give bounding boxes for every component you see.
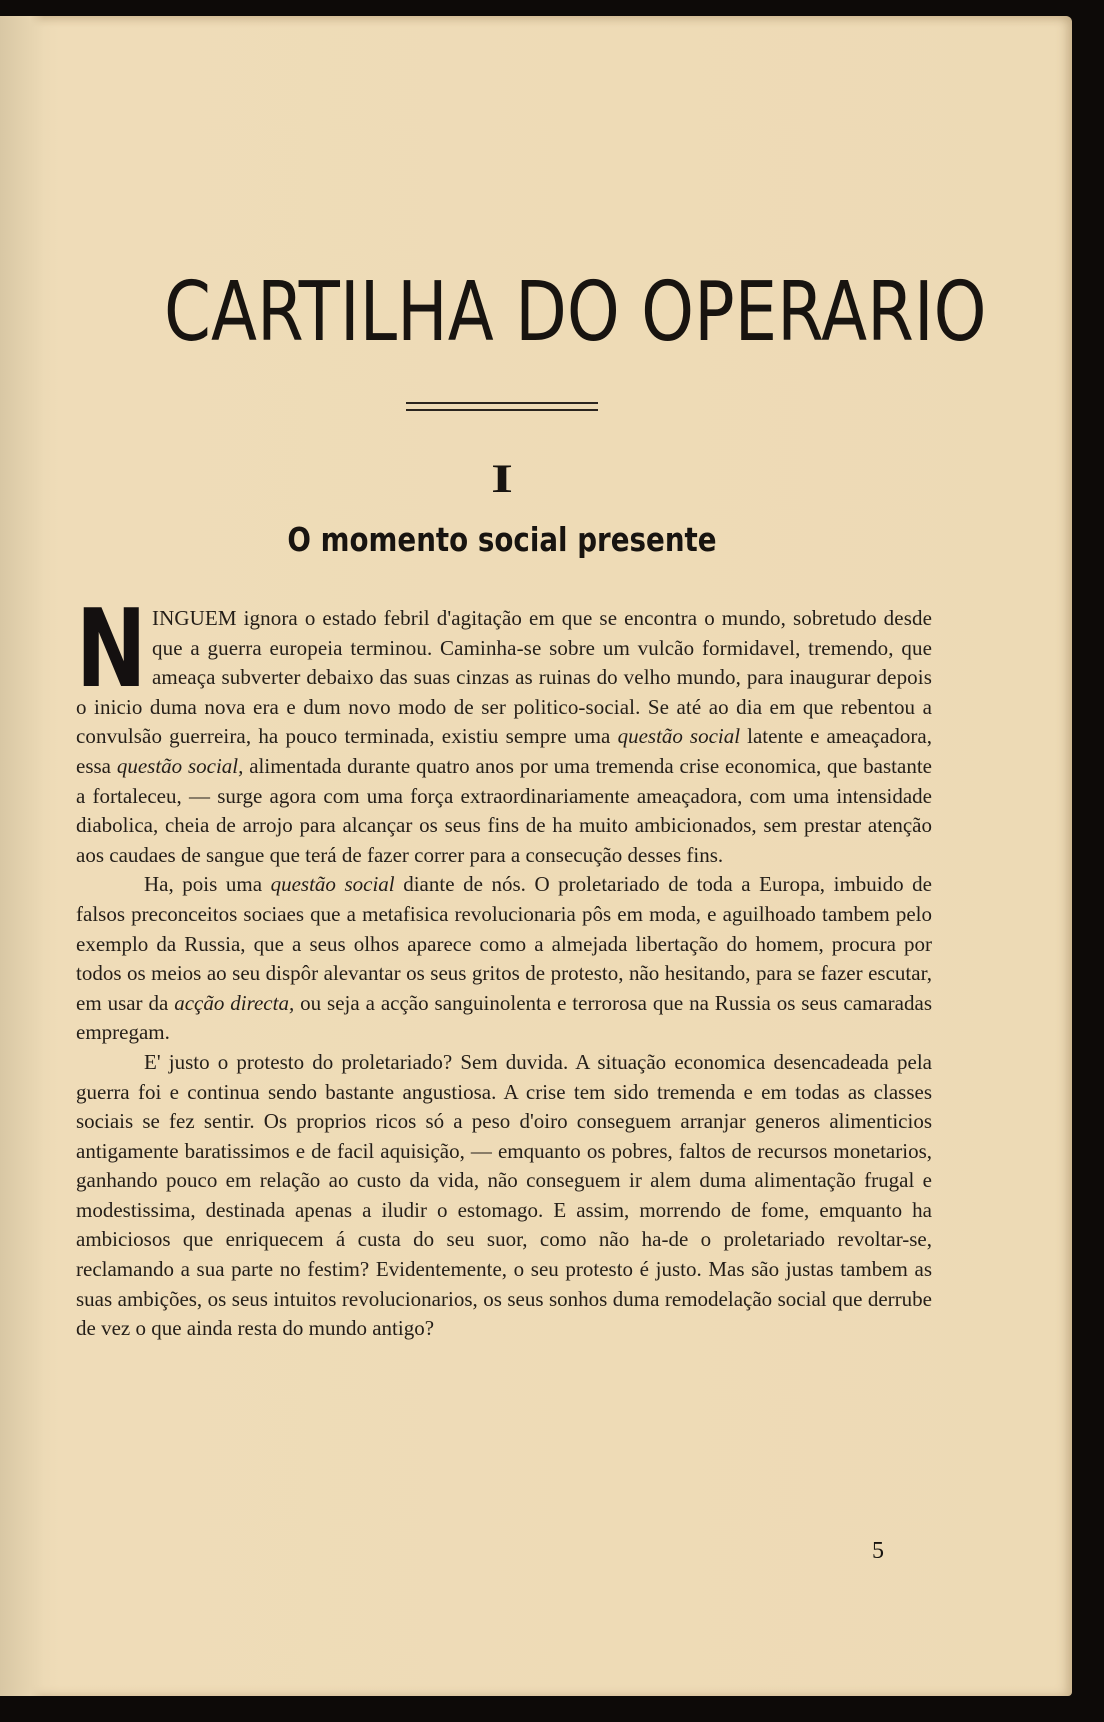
paragraph-3: E' justo o protesto do proletariado? Sem duvida. A situação economica desencadeada pela guerra foi e continua sendo bastante angustiosa. A crise tem sido tremenda e em todas as classes sociais se fez sentir. Os proprios ricos só a peso d'oiro conseguem arranjar generos alimenticios antigamente baratissimos e de facil aquisição, — emquanto os pobres, faltos de recursos monetarios, ganhando pouco em relação ao custo da vida, não conseguem ir alem duma alimentação frugal e modestissima, destinada apenas a iludir o estomago. E assim, morrendo de fome, emquanto ha ambiciosos que enriquecem á custa do seu suor, como não ha-de o proletariado revoltar-se, reclamando a sua parte no festim? Evidentemente, o seu protesto é justo. Mas são justas tambem as suas ambições, os seus intuitos revolucionarios, os seus sonhos duma remodelação social que derrube de vez o que ainda resta do mundo antigo? xyxy=(76,1049,932,1341)
page-title: CARTILHA DO OPERARIO xyxy=(164,265,987,360)
chapter-title: O momento social presente xyxy=(287,520,717,559)
drop-cap: N xyxy=(76,587,147,712)
paragraph-2: Ha, pois uma questão social diante de nós. O proletariado de toda a Europa, imbuido de falsos preconceitos sociaes que a metafisica revolucionaria pôs em moda, e aguilhoado tambem pelo exemplo da Russia, que a seus olhos aparece como a almejada libertação do homem, procura por todos os meios ao seu dispôr alevantar os seus gritos de protesto, não hesitando, para se fazer escutar, em usar da acção directa, ou seja a acção sanguinolenta e terrorosa que na Russia os seus camaradas empregam. xyxy=(76,872,933,1045)
body-text xyxy=(76,587,933,1344)
paragraph-1: NINGUEM ignora o estado febril d'agitação em que se encontra o mundo, sobretudo desde que a guerra europeia terminou. Caminha-se sobre um vulcão formidavel, tremendo, que ameaça subverter debaixo das suas cinzas as ruinas do velho mundo, para inaugurar depois o inicio duma nova era e dum novo modo de ser politico-social. Se até ao dia em que rebentou a convulsão guerreira, ha pouco terminada, existiu sempre uma questão social latente e ameaçadora, essa questão social, alimentada durante quatro anos por uma tremenda crise economica, que bastante a fortaleceu, — surge agora com uma força extraordinariamente ameaçadora, com uma intensidade diabolica, cheia de arrojo para alcançar os seus fins de ha muito ambicionados, sem prestar atenção aos caudaes de sangue que terá de fazer correr para a consecução desses fins. xyxy=(76,587,932,867)
page-number: 5 xyxy=(872,1538,884,1564)
page-gutter xyxy=(0,16,44,1696)
title-divider xyxy=(406,402,598,411)
chapter-numeral: I xyxy=(491,456,513,501)
